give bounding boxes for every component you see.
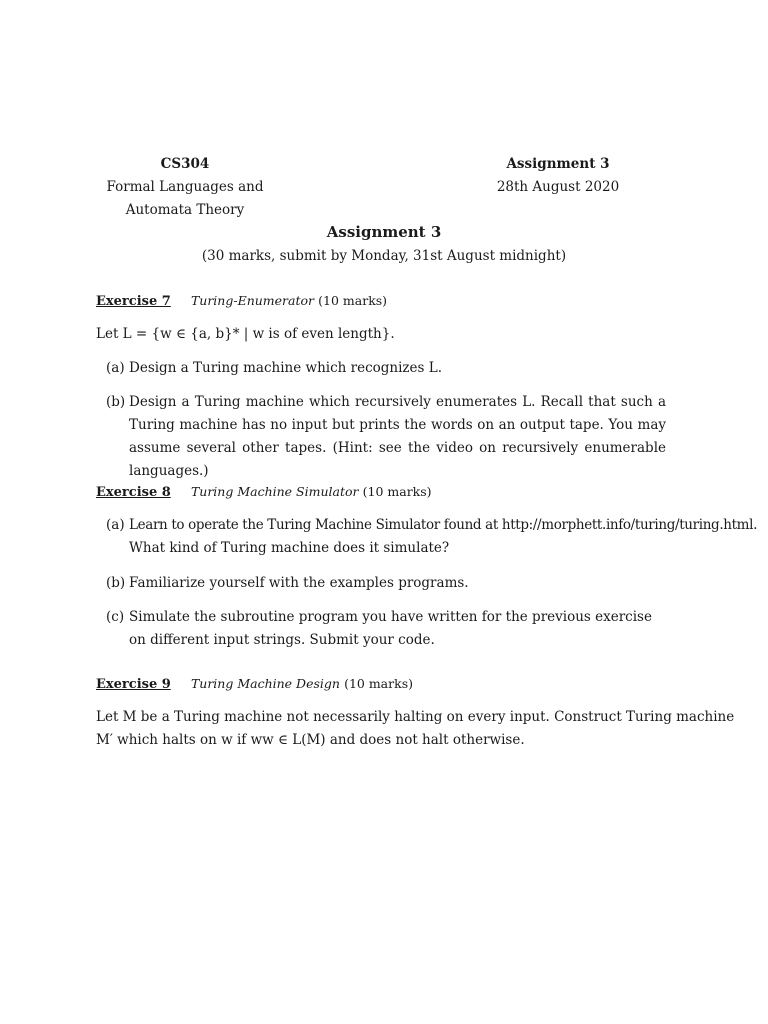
item-text: Familiarize yourself with the examples programs. [129, 575, 469, 591]
assignment-label: Assignment 3 [506, 156, 610, 172]
exercise-8-item-a [96, 514, 758, 560]
exercise-topic: Turing-Enumerator [190, 293, 315, 308]
exercise-9-body [96, 706, 735, 752]
assignment-date: 28th August 2020 [496, 179, 620, 195]
body-line1: Let M be a Turing machine not necessarily halting on every input. Construct Turing machine [96, 709, 735, 725]
item-label: (c) [106, 609, 125, 625]
item-label: (a) [106, 360, 125, 376]
exercise-marks: (10 marks) [344, 676, 413, 691]
item-text-line2: What kind of Turing machine does it simulate? [129, 540, 450, 556]
exercise-8-item-c [96, 606, 666, 652]
item-text: Design a Turing machine which recognizes L. [129, 360, 442, 376]
exercise-7-intro: Let L = {w ∈ {a, b}* | w is of even length}. [96, 326, 395, 342]
course-info [100, 153, 270, 222]
exercise-7-item-a [96, 357, 666, 380]
body-line2: M′ which halts on w if ww ∈ L(M) and does not halt otherwise. [96, 732, 525, 748]
item-label: (b) [106, 575, 126, 591]
exercise-8-heading [96, 484, 432, 500]
exercise-label: Exercise 8 [96, 485, 171, 500]
course-code: CS304 [160, 156, 210, 172]
item-text: Design a Turing machine which recursively enumerates L. Recall that such a Turing machine has no input but prints the words on an output tape. You may assume several other tapes. (Hint: see the video on recursively enumerable languages.) [129, 394, 666, 479]
exercise-8-item-b [96, 572, 666, 595]
document-title: Assignment 3 [326, 223, 442, 241]
exercise-topic: Turing Machine Simulator [190, 484, 359, 499]
exercise-marks: (10 marks) [362, 484, 432, 499]
exercise-marks: (10 marks) [318, 293, 388, 308]
course-name-line1: Formal Languages and [106, 179, 264, 195]
exercise-label: Exercise 9 [96, 677, 171, 692]
exercise-7-heading [96, 293, 387, 309]
item-label: (b) [106, 394, 126, 410]
assignment-info [470, 153, 646, 199]
document-subtitle: (30 marks, submit by Monday, 31st August midnight) [201, 248, 567, 264]
exercise-7-item-b [96, 391, 666, 483]
item-label: (a) [106, 517, 125, 533]
course-name-line2: Automata Theory [125, 202, 245, 218]
exercise-label: Exercise 7 [96, 294, 171, 309]
exercise-9-heading [96, 676, 413, 692]
exercise-topic: Turing Machine Design [190, 676, 340, 691]
item-text-line1: Learn to operate the Turing Machine Simulator found at http://morphett.info/turing/turing.html. [129, 517, 758, 533]
item-text: Simulate the subroutine program you have written for the previous exercise on different input strings. Submit your code. [129, 609, 652, 648]
